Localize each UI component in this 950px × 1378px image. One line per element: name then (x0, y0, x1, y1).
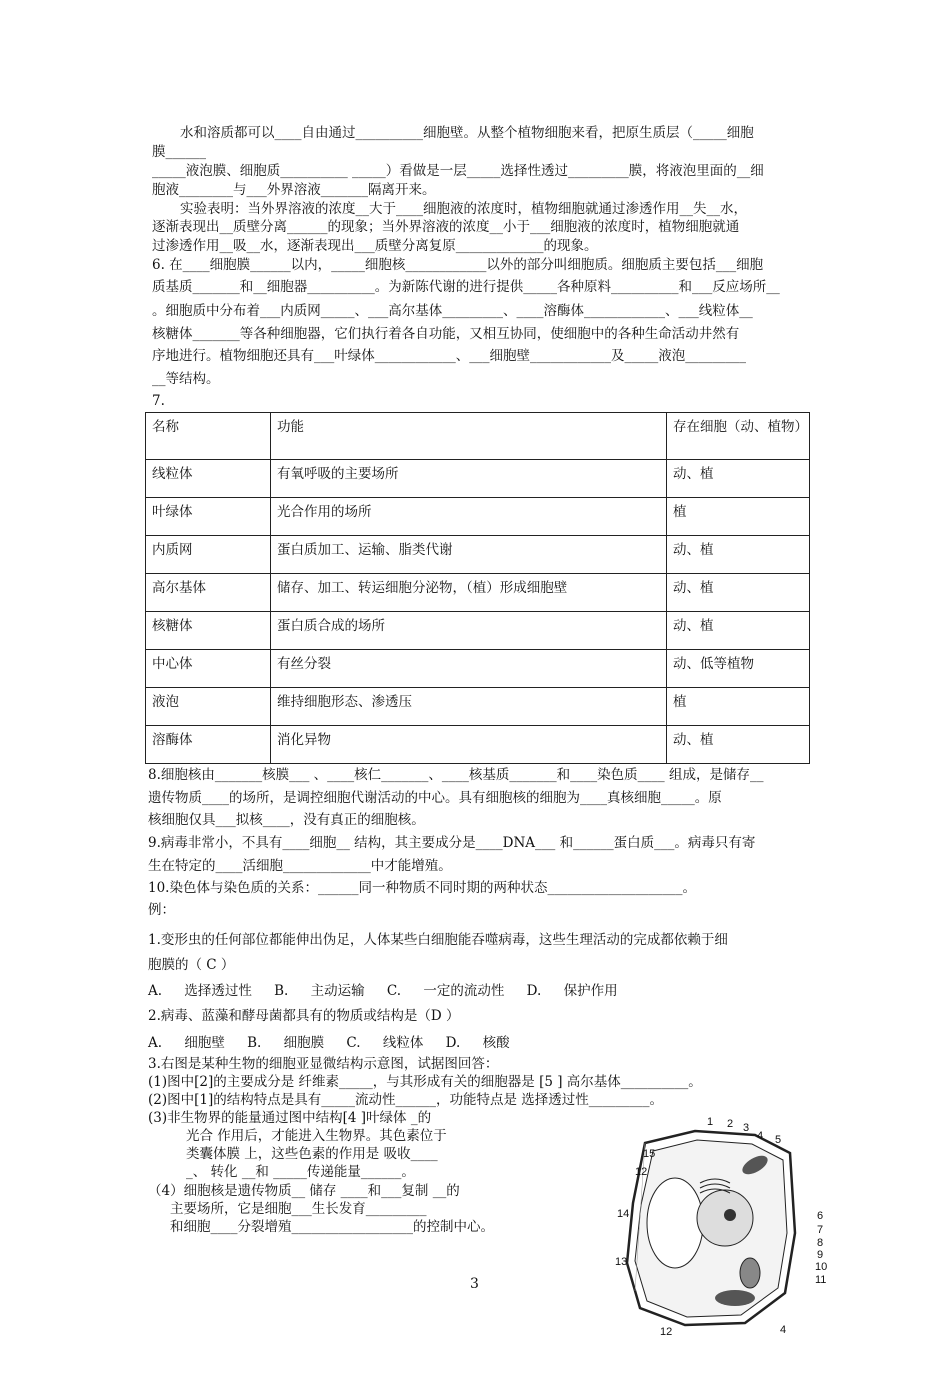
table-header-cell: 名称 (146, 413, 271, 460)
table-cell: 线粒体 (146, 460, 271, 498)
table-cell: 高尔基体 (146, 574, 271, 612)
label-3: 3 (743, 1122, 750, 1134)
text-line: 7. (152, 393, 165, 409)
table-row (146, 688, 810, 726)
text-line: 胞液________与___外界溶液_______隔离开来。 (152, 182, 436, 198)
question-text: （4）细胞核是遗传物质__ 储存 ____和___复制 __的 (148, 1183, 460, 1199)
table-header-cell: 功能 (271, 413, 667, 460)
vacuole (647, 1178, 703, 1268)
text-line: 逐渐表现出__质壁分离______的现象；当外界溶液的浓度__小于___细胞液的浓度时，植物细胞就通 (152, 219, 740, 235)
table-row (146, 726, 810, 764)
label-1: 1 (707, 1116, 714, 1128)
chloroplast (715, 1290, 755, 1306)
text-line: 例： (148, 902, 175, 918)
label-4: 4 (757, 1130, 764, 1142)
table-cell: 动、低等植物 (667, 650, 810, 688)
text-line: 过渗透作用__吸__水，逐渐表现出___质壁分离复原_____________的现象。 (152, 238, 598, 254)
text-line: 实验表明：当外界溶液的浓度__大于____细胞液的浓度时，植物细胞就通过渗透作用__失__水， (180, 201, 747, 217)
table-row (146, 498, 810, 536)
question-text: 1.变形虫的任何部位都能伸出伪足，人体某些白细胞能吞噬病毒，这些生理活动的完成都依赖于细 (148, 932, 728, 948)
label-12: 12 (635, 1166, 648, 1178)
text-line: 序地进行。植物细胞还具有___叶绿体____________、___细胞壁____________及_____液泡_________ (152, 348, 746, 364)
label-14: 14 (617, 1208, 630, 1220)
label-12b: 12 (660, 1326, 673, 1338)
text-line: 核细胞仅具___拟核____，没有真正的细胞核。 (148, 812, 425, 828)
table-cell: 动、植 (667, 460, 810, 498)
text-line: 遗传物质____的场所，是调控细胞代谢活动的中心。具有细胞核的细胞为____真核细胞_____。原 (148, 790, 722, 806)
text-line: 质基质_______和__细胞器__________。为新陈代谢的进行提供_____各种原料__________和___反应场所__ (152, 279, 780, 295)
label-4b: 4 (780, 1324, 787, 1336)
table-cell: 动、植 (667, 574, 810, 612)
question-text: 主要场所，它是细胞___生长发育_________ (170, 1201, 427, 1217)
label-2: 2 (727, 1118, 734, 1130)
table-cell: 光合作用的场所 (271, 498, 667, 536)
table-cell: 中心体 (146, 650, 271, 688)
mitochondrion (740, 1258, 760, 1288)
label-10: 10 (815, 1261, 828, 1273)
label-5: 5 (775, 1134, 782, 1146)
table-header-cell: 存在细胞（动、植物） (667, 413, 810, 460)
table-cell: 植 (667, 688, 810, 726)
label-15: 15 (643, 1148, 656, 1160)
table-cell: 动、植 (667, 612, 810, 650)
plant-cell-diagram (605, 1113, 840, 1343)
table-cell: 动、植 (667, 726, 810, 764)
question-text: 光合 作用后，才能进入生物界。其色素位于 (186, 1128, 447, 1144)
question-text: (1)图中[2]的主要成分是 纤维素_____，与其形成有关的细胞器是 [5 ] 高尔基体__________。 (148, 1074, 702, 1090)
text-line: 生在特定的____活细胞_____________中才能增殖。 (148, 858, 452, 874)
nucleolus (724, 1209, 736, 1221)
label-8: 8 (817, 1237, 824, 1249)
table-cell: 溶酶体 (146, 726, 271, 764)
table-cell: 植 (667, 498, 810, 536)
page-number: 3 (470, 1276, 479, 1292)
table-cell: 蛋白质合成的场所 (271, 612, 667, 650)
table-cell: 动、植 (667, 536, 810, 574)
table-header-row (146, 413, 810, 460)
table-cell: 内质网 (146, 536, 271, 574)
question-text: 2.病毒、蓝藻和酵母菌都具有的物质或结构是（D ） (148, 1008, 460, 1024)
table-cell: 蛋白质加工、运输、脂类代谢 (271, 536, 667, 574)
table-cell: 维持细胞形态、渗透压 (271, 688, 667, 726)
label-6: 6 (817, 1210, 824, 1222)
text-line: 6. 在____细胞膜______以内，_____细胞核____________以外的部分叫细胞质。细胞质主要包括___细胞 (152, 257, 764, 273)
question-text: 胞膜的（ C ） (148, 957, 235, 973)
text-line: _____液泡膜、细胞质__________ _____）看做是一层_____选择性透过_________膜，将液泡里面的__细 (152, 163, 764, 179)
label-11: 11 (815, 1274, 827, 1286)
question-text: 3.右图是某种生物的细胞亚显微结构示意图，试据图回答： (148, 1056, 499, 1072)
text-line: __等结构。 (152, 371, 220, 387)
text-line: 9.病毒非常小，不具有____细胞__ 结构，其主要成分是____DNA___ 和______蛋白质___。病毒只有寄 (148, 835, 756, 851)
table-row (146, 574, 810, 612)
table-cell: 有氧呼吸的主要场所 (271, 460, 667, 498)
label-9: 9 (817, 1249, 824, 1261)
question-text: (2)图中[1]的结构特点是具有_____流动性______，功能特点是 选择透过性_________。 (148, 1092, 664, 1108)
table-row (146, 460, 810, 498)
table-cell: 有丝分裂 (271, 650, 667, 688)
label-13: 13 (615, 1256, 628, 1268)
text-line: 水和溶质都可以____自由通过__________细胞壁。从整个植物细胞来看，把原生质层（_____细胞 (180, 125, 754, 141)
label-7: 7 (817, 1224, 824, 1236)
text-line: 10.染色体与染色质的关系：______同一种物质不同时期的两种状态____________________。 (148, 880, 696, 896)
table-row (146, 650, 810, 688)
table-cell: 叶绿体 (146, 498, 271, 536)
table-cell: 液泡 (146, 688, 271, 726)
question-text: 类囊体膜 上，这些色素的作用是 吸收____ (186, 1146, 438, 1162)
table-cell: 储存、加工、转运细胞分泌物，（植）形成细胞壁 (271, 574, 667, 612)
question-text: (3)非生物界的能量通过图中结构[4 ]叶绿体 _的 (148, 1110, 432, 1126)
table-cell: 核糖体 (146, 612, 271, 650)
question-options: A. 细胞壁 B. 细胞膜 C. 线粒体 D. 核酸 (148, 1035, 510, 1051)
text-line: 8.细胞核由_______核膜___ 、____核仁_______、____核基质_______和____染色质____ 组成，是储存__ (148, 767, 764, 783)
text-line: 核糖体_______等各种细胞器，它们执行着各自功能，又相互协同，使细胞中的各种生命活动井然有 (152, 326, 740, 342)
question-text: 和细胞____分裂增殖__________________的控制中心。 (170, 1219, 494, 1235)
table-cell: 消化异物 (271, 726, 667, 764)
question-text: _、 转化 __和 _____传递能量______。 (186, 1164, 415, 1180)
text-line: 膜______ (152, 144, 206, 160)
table-row (146, 536, 810, 574)
table-row (146, 612, 810, 650)
organelle-table (145, 412, 810, 764)
question-options: A. 选择透过性 B. 主动运输 C. 一定的流动性 D. 保护作用 (148, 983, 618, 999)
text-line: 。细胞质中分布着___内质网_____、___高尔基体_________、____溶酶体____________、___线粒体__ (152, 303, 753, 319)
